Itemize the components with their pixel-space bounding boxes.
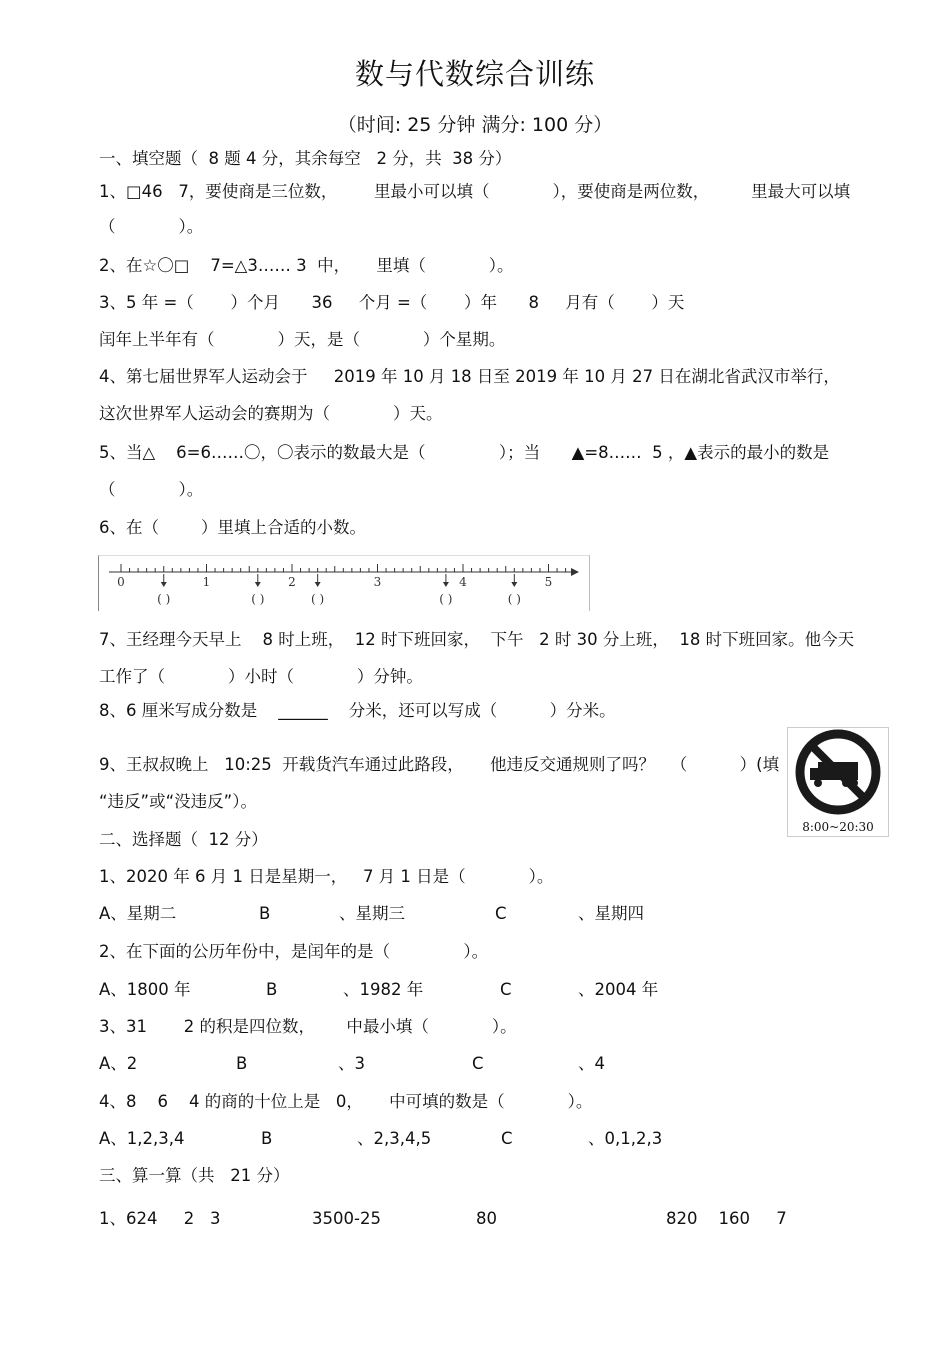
number-line-blank: ( ) xyxy=(439,592,453,606)
q3-option-a: A、2 xyxy=(99,1054,138,1073)
question-9-line1: 9、王叔叔晚上 10:25 开载货汽车通过此路段， 他违反交通规则了吗？ （ ）(填 xyxy=(99,755,780,774)
choice-question-4: 4、8 6 4 的商的十位上是 0， 中可填的数是（ ）。 xyxy=(99,1092,593,1111)
q4-option-c-letter: C xyxy=(501,1129,513,1148)
question-4-line2: 这次世界军人运动会的赛期为（ ）天。 xyxy=(99,404,443,423)
question-7-line1: 7、王经理今天早上 8 时上班， 12 时下班回家， 下午 2 时 30 分上班， 18 时下班回家。他今天 xyxy=(99,630,855,649)
q2-option-b: 、1982 年 xyxy=(343,980,424,999)
section2-heading: 二、选择题（ 12 分） xyxy=(99,830,268,849)
question-1-line2: （ ）。 xyxy=(99,217,204,236)
question-1-line1: 1、□46 7，要使商是三位数， 里最小可以填（ ），要使商是两位数， 里最大可以填 xyxy=(99,182,851,201)
choice-question-2: 2、在下面的公历年份中，是闰年的是（ ）。 xyxy=(99,942,489,961)
q1-option-c: 、星期四 xyxy=(578,904,644,923)
question-7-line2: 工作了（ ）小时（ ）分钟。 xyxy=(99,667,423,686)
number-line-blank: ( ) xyxy=(157,592,171,606)
q3-option-b-letter: B xyxy=(236,1054,248,1073)
number-line-pointer-head xyxy=(443,582,449,587)
number-line-pointer-head xyxy=(315,582,321,587)
q1-option-c-letter: C xyxy=(495,904,507,923)
question-3-line1: 3、5 年 =（ ）个月 36 个月 =（ ）年 8 月有（ ）天 xyxy=(99,293,685,312)
question-2: 2、在☆〇□ 7=△3…… 3 中， 里填（ ）。 xyxy=(99,256,514,275)
question-6: 6、在（ ）里填上合适的小数。 xyxy=(99,518,366,537)
question-5-line2: （ ）。 xyxy=(99,480,204,499)
calc-item-3: 80 xyxy=(476,1209,497,1228)
number-line-pointer-head xyxy=(161,582,167,587)
sign-time-caption: 8:00~20:30 xyxy=(802,820,874,834)
question-3-line2: 闰年上半年有（ ）天，是（ ）个星期。 xyxy=(99,330,506,349)
number-line-label: 5 xyxy=(544,575,553,589)
q1-option-b-letter: B xyxy=(259,904,271,923)
choice-question-3: 3、31 2 的积是四位数， 中最小填（ ）。 xyxy=(99,1017,517,1036)
number-line-label: 1 xyxy=(202,575,211,589)
section1-heading: 一、填空题（ 8 题 4 分，其余每空 2 分，共 38 分） xyxy=(99,149,512,168)
question-8: 8、6 厘米写成分数是 ______ 分米，还可以写成（ ）分米。 xyxy=(99,701,616,720)
question-4-line1: 4、第七届世界军人运动会于 2019 年 10 月 18 日至 2019 年 10 月 27 日在湖北省武汉市举行， xyxy=(99,367,840,386)
q2-option-b-letter: B xyxy=(266,980,278,999)
number-line-label: 0 xyxy=(117,575,125,589)
number-line-label: 3 xyxy=(373,575,382,589)
number-line-blank: ( ) xyxy=(507,592,521,606)
number-line-arrow xyxy=(571,568,579,576)
q4-option-c: 、0,1,2,3 xyxy=(588,1129,663,1148)
number-line-pointer-head xyxy=(511,582,517,587)
q1-option-b: 、星期三 xyxy=(339,904,405,923)
number-line-figure xyxy=(98,555,590,611)
number-line-pointer-head xyxy=(255,582,261,587)
q1-option-a: A、星期二 xyxy=(99,904,177,923)
page-title: 数与代数综合训练 xyxy=(354,57,595,91)
q4-option-b: 、2,3,4,5 xyxy=(357,1129,432,1148)
number-line-blank: ( ) xyxy=(311,592,325,606)
calc-item-4: 820 160 7 xyxy=(666,1209,787,1228)
section3-heading: 三、算一算（共 21 分） xyxy=(99,1166,290,1185)
q2-option-c-letter: C xyxy=(500,980,512,999)
page-subtitle: （时间: 25 分钟 满分: 100 分） xyxy=(337,114,613,136)
q4-option-a: A、1,2,3,4 xyxy=(99,1129,185,1148)
question-9-line2: “违反”或“没违反”）。 xyxy=(99,792,257,811)
q3-option-b: 、3 xyxy=(338,1054,365,1073)
calc-item-1: 1、624 2 3 xyxy=(99,1209,221,1228)
question-5-line1: 5、当△ 6=6……〇，〇表示的数最大是（ ）；当 ▲=8…… 5 ，▲表示的最小的数是 xyxy=(99,443,830,462)
number-line-label: 2 xyxy=(288,575,296,589)
q4-option-b-letter: B xyxy=(261,1129,273,1148)
number-line-svg xyxy=(99,556,589,611)
q2-option-a: A、1800 年 xyxy=(99,980,191,999)
q3-option-c-letter: C xyxy=(472,1054,484,1073)
number-line-label: 4 xyxy=(459,575,467,589)
traffic-sign xyxy=(787,727,889,837)
choice-question-1: 1、2020 年 6 月 1 日是星期一， 7 月 1 日是（ ）。 xyxy=(99,867,554,886)
q2-option-c: 、2004 年 xyxy=(578,980,659,999)
calc-item-2: 3500-25 xyxy=(312,1209,381,1228)
number-line-blank: ( ) xyxy=(251,592,265,606)
q3-option-c: 、4 xyxy=(578,1054,605,1073)
no-trucks-sign-icon xyxy=(788,728,888,818)
